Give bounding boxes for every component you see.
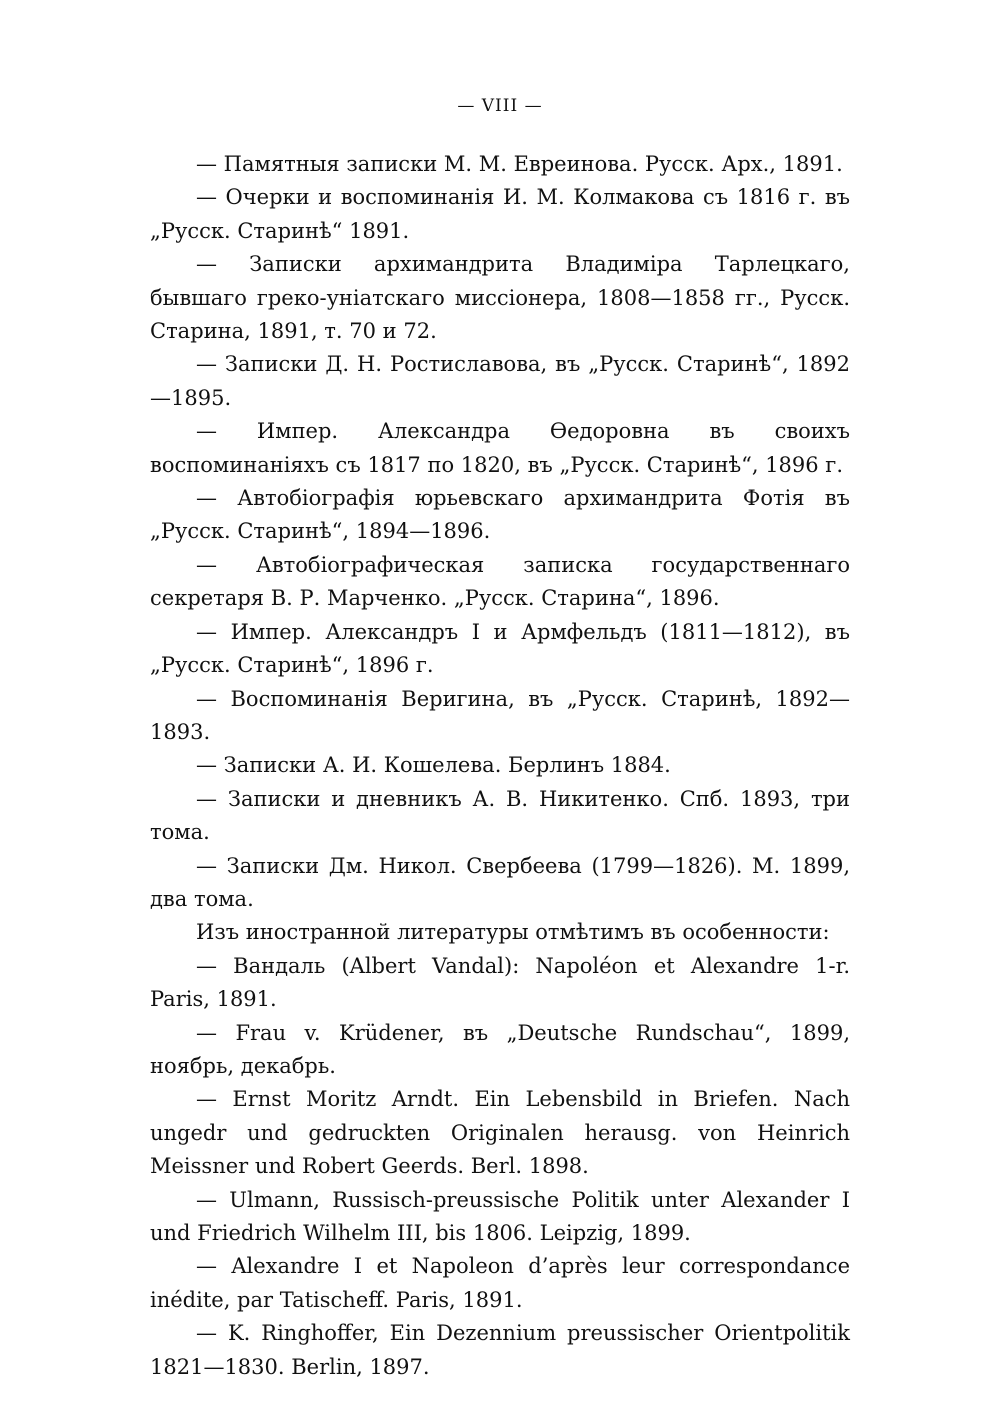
page-number: — VIII — xyxy=(457,96,543,116)
bibliography-entry: — Автобіографическая записка государственнаго секретаря В. Р. Марченко. „Русск. Старина“, 1896. xyxy=(150,552,850,611)
bibliography-entry: — Записки и дневникъ А. В. Никитенко. Спб. 1893, три тома. xyxy=(150,786,850,845)
bibliography-entry: — Записки А. И. Кошелева. Берлинъ 1884. xyxy=(196,753,671,778)
section-intro: Изъ иностранной литературы отмѣтимъ въ особенности: xyxy=(196,920,830,945)
bibliography-entry: — Записки Дм. Никол. Свербеева (1799—1826). М. 1899, два тома. xyxy=(150,853,850,911)
bibliography-entry: — Памятныя записки М. М. Евреинова. Русск. Арх., 1891. xyxy=(196,152,843,176)
bibliography-entry: — Ernst Moritz Arndt. Ein Lebensbild in Briefen. Nach ungedr und gedruckten Originalen herausg. von Heinrich Meissner und Robert Geerds. Berl. 1898. xyxy=(150,1087,850,1179)
bibliography-entry: — Вандаль (Albert Vandal): Napoléon et Alexandre 1-r. Paris, 1891. xyxy=(150,953,850,1012)
bibliography-entry: — Импер. Александра Ѳедоровна въ своихъ воспоминаніяхъ съ 1817 по 1820, въ „Русск. Старинѣ“, 1896 г. xyxy=(150,419,850,477)
bibliography-entry: — Очерки и воспоминанія И. М. Колмакова съ 1816 г. въ „Русск. Старинѣ“ 1891. xyxy=(150,185,850,243)
bibliography-entry: — K. Ringhoffer, Ein Dezennium preussischer Orientpolitik 1821—1830. Berlin, 1897. xyxy=(150,1321,850,1379)
bibliography-entry: — Воспоминанія Веригина, въ „Русск. Старинѣ, 1892—1893. xyxy=(150,686,850,744)
bibliography-entry: — Автобіографія юрьевскаго архимандрита Фотія въ „Русск. Старинѣ“, 1894—1896. xyxy=(150,486,850,544)
bibliography-entry: — Записки архимандрита Владиміра Тарлецкаго, бывшаго греко-уніатскаго миссіонера, 1808—1858 гг., Русск. Старина, 1891, т. 70 и 72. xyxy=(150,252,850,344)
bibliography-entry: — Ulmann, Russisch-preussische Politik unter Alexander I und Friedrich Wilhelm III, bis 1806. Leipzig, 1899. xyxy=(150,1187,850,1245)
bibliography-entry: — Импер. Александръ I и Армфельдъ (1811—1812), въ „Русск. Старинѣ“, 1896 г. xyxy=(150,619,850,678)
bibliography-entry: — Alexandre I et Napoleon d’après leur correspondance inédite, par Tatischeff. Paris, 1891. xyxy=(150,1254,850,1312)
bibliography-entry: — Frau v. Krüdener, въ „Deutsche Rundschau“, 1899, ноябрь, декабрь. xyxy=(150,1020,850,1078)
bibliography-list xyxy=(150,148,850,1384)
bibliography-entry: — Записки Д. Н. Ростиславова, въ „Русск. Старинѣ“, 1892—1895. xyxy=(150,352,850,410)
